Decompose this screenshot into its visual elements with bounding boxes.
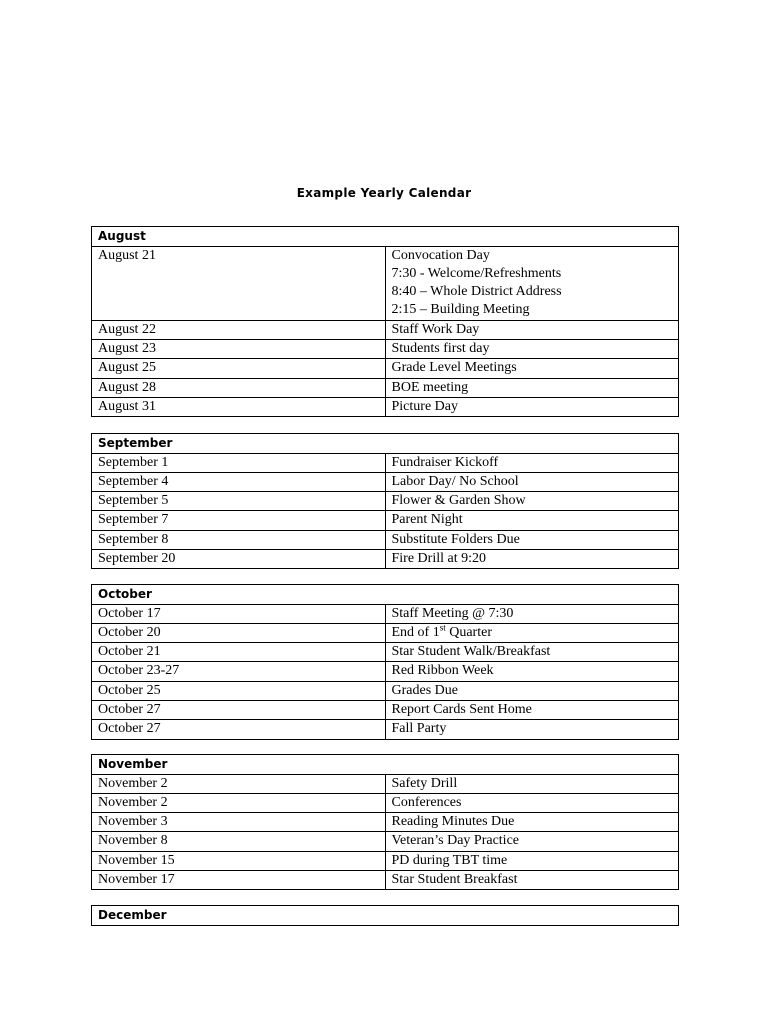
event-text: End of 1 xyxy=(391,624,440,640)
month-table-december xyxy=(91,905,679,926)
table-row xyxy=(92,793,679,812)
event-date: October 23-27 xyxy=(92,662,386,681)
event-description xyxy=(385,623,679,642)
event-line: 8:40 – Whole District Address xyxy=(391,284,562,300)
event-date: September 4 xyxy=(92,472,386,491)
event-date: September 1 xyxy=(92,453,386,472)
event-description xyxy=(385,246,679,320)
table-row xyxy=(92,549,679,568)
table-row xyxy=(92,511,679,530)
event-description: Veteran’s Day Practice xyxy=(385,832,679,851)
event-date: August 21 xyxy=(92,246,386,320)
event-description: Fall Party xyxy=(385,720,679,739)
event-description: Grade Level Meetings xyxy=(385,359,679,378)
event-line: 7:30 - Welcome/Refreshments xyxy=(391,265,562,281)
month-table-september xyxy=(91,433,679,569)
event-description: Fire Drill at 9:20 xyxy=(385,549,679,568)
event-date: September 7 xyxy=(92,511,386,530)
event-date: November 2 xyxy=(92,793,386,812)
month-header-august: August xyxy=(92,227,679,247)
event-description: Grades Due xyxy=(385,681,679,700)
document-title: Example Yearly Calendar xyxy=(296,186,472,200)
table-row xyxy=(92,359,679,378)
event-line: Convocation Day xyxy=(391,247,490,263)
table-row xyxy=(92,720,679,739)
event-date: October 25 xyxy=(92,681,386,700)
month-header-november: November xyxy=(92,755,679,775)
event-description: Parent Night xyxy=(385,511,679,530)
month-table-november xyxy=(91,754,679,890)
table-row xyxy=(92,623,679,642)
event-description: Students first day xyxy=(385,339,679,358)
table-row xyxy=(92,530,679,549)
event-date: September 8 xyxy=(92,530,386,549)
event-date: September 20 xyxy=(92,549,386,568)
table-row xyxy=(92,662,679,681)
table-row xyxy=(92,681,679,700)
table-row xyxy=(92,832,679,851)
event-description: Staff Work Day xyxy=(385,320,679,339)
event-description: Substitute Folders Due xyxy=(385,530,679,549)
event-date: November 15 xyxy=(92,851,386,870)
table-row xyxy=(92,339,679,358)
table-row xyxy=(92,700,679,719)
event-description: Labor Day/ No School xyxy=(385,472,679,491)
event-description: Report Cards Sent Home xyxy=(385,700,679,719)
event-description: Fundraiser Kickoff xyxy=(385,453,679,472)
event-date: August 28 xyxy=(92,378,386,397)
event-date: August 23 xyxy=(92,339,386,358)
table-row xyxy=(92,851,679,870)
event-date: October 20 xyxy=(92,623,386,642)
event-date: November 8 xyxy=(92,832,386,851)
table-row xyxy=(92,813,679,832)
event-date: August 31 xyxy=(92,397,386,416)
table-row xyxy=(92,492,679,511)
event-description: Reading Minutes Due xyxy=(385,813,679,832)
table-row xyxy=(92,774,679,793)
table-row xyxy=(92,472,679,491)
event-description: Picture Day xyxy=(385,397,679,416)
month-header-october: October xyxy=(92,585,679,605)
table-row xyxy=(92,643,679,662)
table-row xyxy=(92,246,679,320)
event-date: August 25 xyxy=(92,359,386,378)
event-date: November 2 xyxy=(92,774,386,793)
table-row xyxy=(92,870,679,889)
table-row xyxy=(92,378,679,397)
event-date: October 27 xyxy=(92,720,386,739)
month-table-october xyxy=(91,584,679,740)
event-date: November 17 xyxy=(92,870,386,889)
ordinal-suffix: st xyxy=(439,623,446,633)
event-description: Flower & Garden Show xyxy=(385,492,679,511)
event-description: PD during TBT time xyxy=(385,851,679,870)
event-description: Red Ribbon Week xyxy=(385,662,679,681)
event-date: October 21 xyxy=(92,643,386,662)
table-row xyxy=(92,604,679,623)
event-description: Conferences xyxy=(385,793,679,812)
event-description: Safety Drill xyxy=(385,774,679,793)
event-description: Star Student Walk/Breakfast xyxy=(385,643,679,662)
event-line: 2:15 – Building Meeting xyxy=(391,302,530,318)
event-description: BOE meeting xyxy=(385,378,679,397)
month-header-december: December xyxy=(92,906,679,926)
month-table-august xyxy=(91,226,679,417)
month-header-september: September xyxy=(92,434,679,454)
event-date: August 22 xyxy=(92,320,386,339)
table-row xyxy=(92,320,679,339)
event-date: October 17 xyxy=(92,604,386,623)
event-date: November 3 xyxy=(92,813,386,832)
event-text: Quarter xyxy=(445,624,492,640)
event-date: October 27 xyxy=(92,700,386,719)
event-description: Star Student Breakfast xyxy=(385,870,679,889)
event-date: September 5 xyxy=(92,492,386,511)
table-row xyxy=(92,453,679,472)
event-description: Staff Meeting @ 7:30 xyxy=(385,604,679,623)
table-row xyxy=(92,397,679,416)
